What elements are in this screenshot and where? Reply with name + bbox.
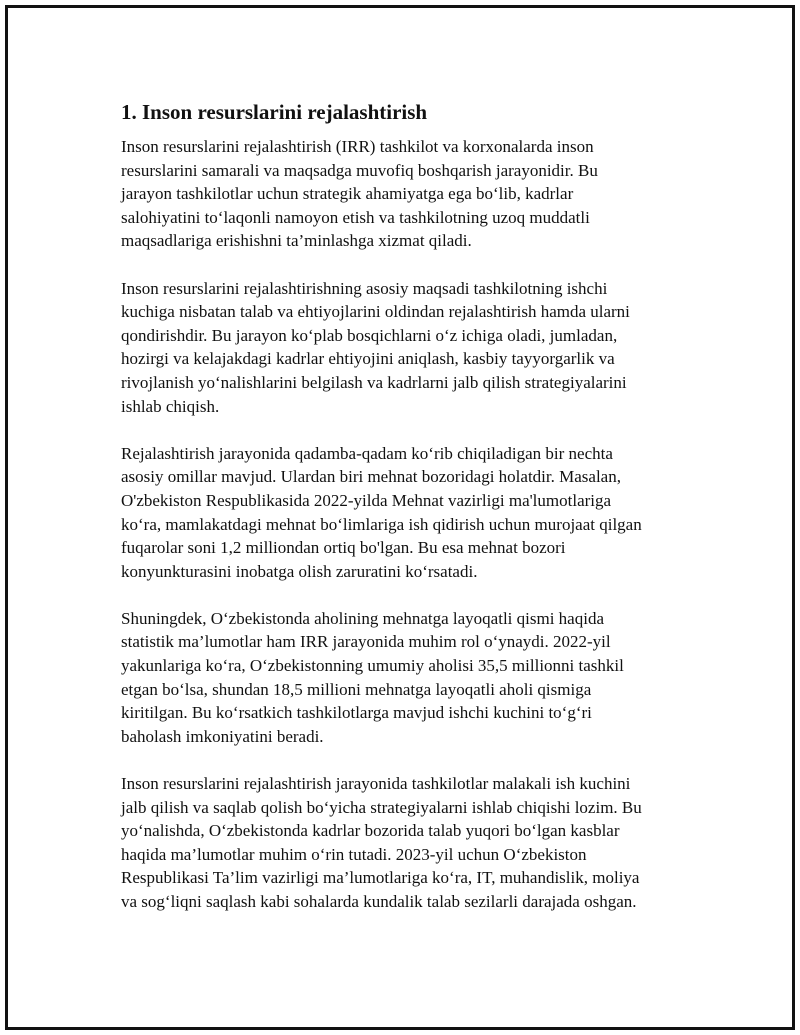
paragraph-line: rivojlanish yo‘nalishlarini belgilash va kadrlarni jalb qilish strategiyalarini <box>121 372 627 392</box>
document-body <box>121 98 701 937</box>
paragraph-line: O'zbekiston Respublikasida 2022-yilda Mehnat vazirligi ma'lumotlariga <box>121 490 612 510</box>
paragraph-line: Shuningdek, O‘zbekistonda aholining mehnatga layoqatli qismi haqida <box>121 608 604 628</box>
paragraph-list <box>121 135 701 914</box>
paragraph <box>121 772 701 914</box>
paragraph-line: etgan bo‘lsa, shundan 18,5 millioni mehnatga layoqatli aholi qismiga <box>121 679 592 699</box>
paragraph-line: yo‘nalishda, O‘zbekistonda kadrlar bozorida talab yuqori bo‘lgan kasblar <box>121 821 620 841</box>
paragraph <box>121 135 701 253</box>
paragraph-line: fuqarolar soni 1,2 milliondan ortiq bo'lgan. Bu esa mehnat bozori <box>121 538 566 558</box>
paragraph-line: Respublikasi Ta’lim vazirligi ma’lumotlariga ko‘ra, IT, muhandislik, moliya <box>121 868 640 888</box>
paragraph-line: va sog‘liqni saqlash kabi sohalarda kundalik talab sezilarli darajada oshgan. <box>121 892 637 911</box>
paragraph-line: jalb qilish va saqlab qolish bo‘yicha strategiyalarni ishlab chiqishi lozim. Bu <box>121 797 642 817</box>
page-frame <box>5 5 795 1030</box>
paragraph-line: maqsadlariga erishishni ta’minlashga xizmat qiladi. <box>121 231 472 251</box>
paragraph <box>121 442 701 584</box>
paragraph-line: salohiyatini to‘laqonli namoyon etish va tashkilotning uzoq muddatli <box>121 207 590 227</box>
paragraph <box>121 607 701 749</box>
paragraph-line: qondirishdir. Bu jarayon ko‘plab bosqichlarni o‘z ichiga oladi, jumladan, <box>121 325 618 345</box>
paragraph-line: Inson resurslarini rejalashtirish (IRR) tashkilot va korxonalarda inson <box>121 137 594 156</box>
paragraph-line: hozirgi va kelajakdagi kadrlar ehtiyojini aniqlash, kasbiy tayyorgarlik va <box>121 349 615 369</box>
paragraph-line: kiritilgan. Bu ko‘rsatkich tashkilotlarga mavjud ishchi kuchini to‘g‘ri <box>121 703 592 723</box>
paragraph-line: haqida ma’lumotlar muhim o‘rin tutadi. 2023-yil uchun O‘zbekiston <box>121 844 587 864</box>
paragraph-line: Rejalashtirish jarayonida qadamba-qadam ko‘rib chiqiladigan bir nechta <box>121 443 613 463</box>
paragraph-line: ko‘ra, mamlakatdagi mehnat bo‘limlariga ish qidirish uchun murojaat qilgan <box>121 514 642 534</box>
paragraph-line: asosiy omillar mavjud. Ulardan biri mehnat bozoridagi holatdir. Masalan, <box>121 467 621 487</box>
paragraph-line: baholash imkoniyatini beradi. <box>121 726 324 746</box>
paragraph-line: resurslarini samarali va maqsadga muvofiq boshqarish jarayonidir. Bu <box>121 160 598 180</box>
paragraph-line: ishlab chiqish. <box>121 396 220 416</box>
section-heading: 1. Inson resurslarini rejalashtirish <box>121 100 428 124</box>
paragraph-line: yakunlariga ko‘ra, O‘zbekistonning umumiy aholisi 35,5 millionni tashkil <box>121 656 624 676</box>
paragraph-line: Inson resurslarini rejalashtirishning asosiy maqsadi tashkilotning ishchi <box>121 278 608 298</box>
paragraph-line: kuchiga nisbatan talab va ehtiyojlarini oldindan rejalashtirish hamda ularni <box>121 302 630 322</box>
paragraph <box>121 277 701 419</box>
paragraph-line: statistik ma’lumotlar ham IRR jarayonida muhim rol o‘ynaydi. 2022-yil <box>121 632 611 652</box>
paragraph-line: jarayon tashkilotlar uchun strategik ahamiyatga ega bo‘lib, kadrlar <box>121 184 574 204</box>
paragraph-line: konyunkturasini inobatga olish zaruratini ko‘rsatadi. <box>121 561 478 581</box>
paragraph-line: Inson resurslarini rejalashtirish jarayonida tashkilotlar malakali ish kuchini <box>121 774 631 794</box>
